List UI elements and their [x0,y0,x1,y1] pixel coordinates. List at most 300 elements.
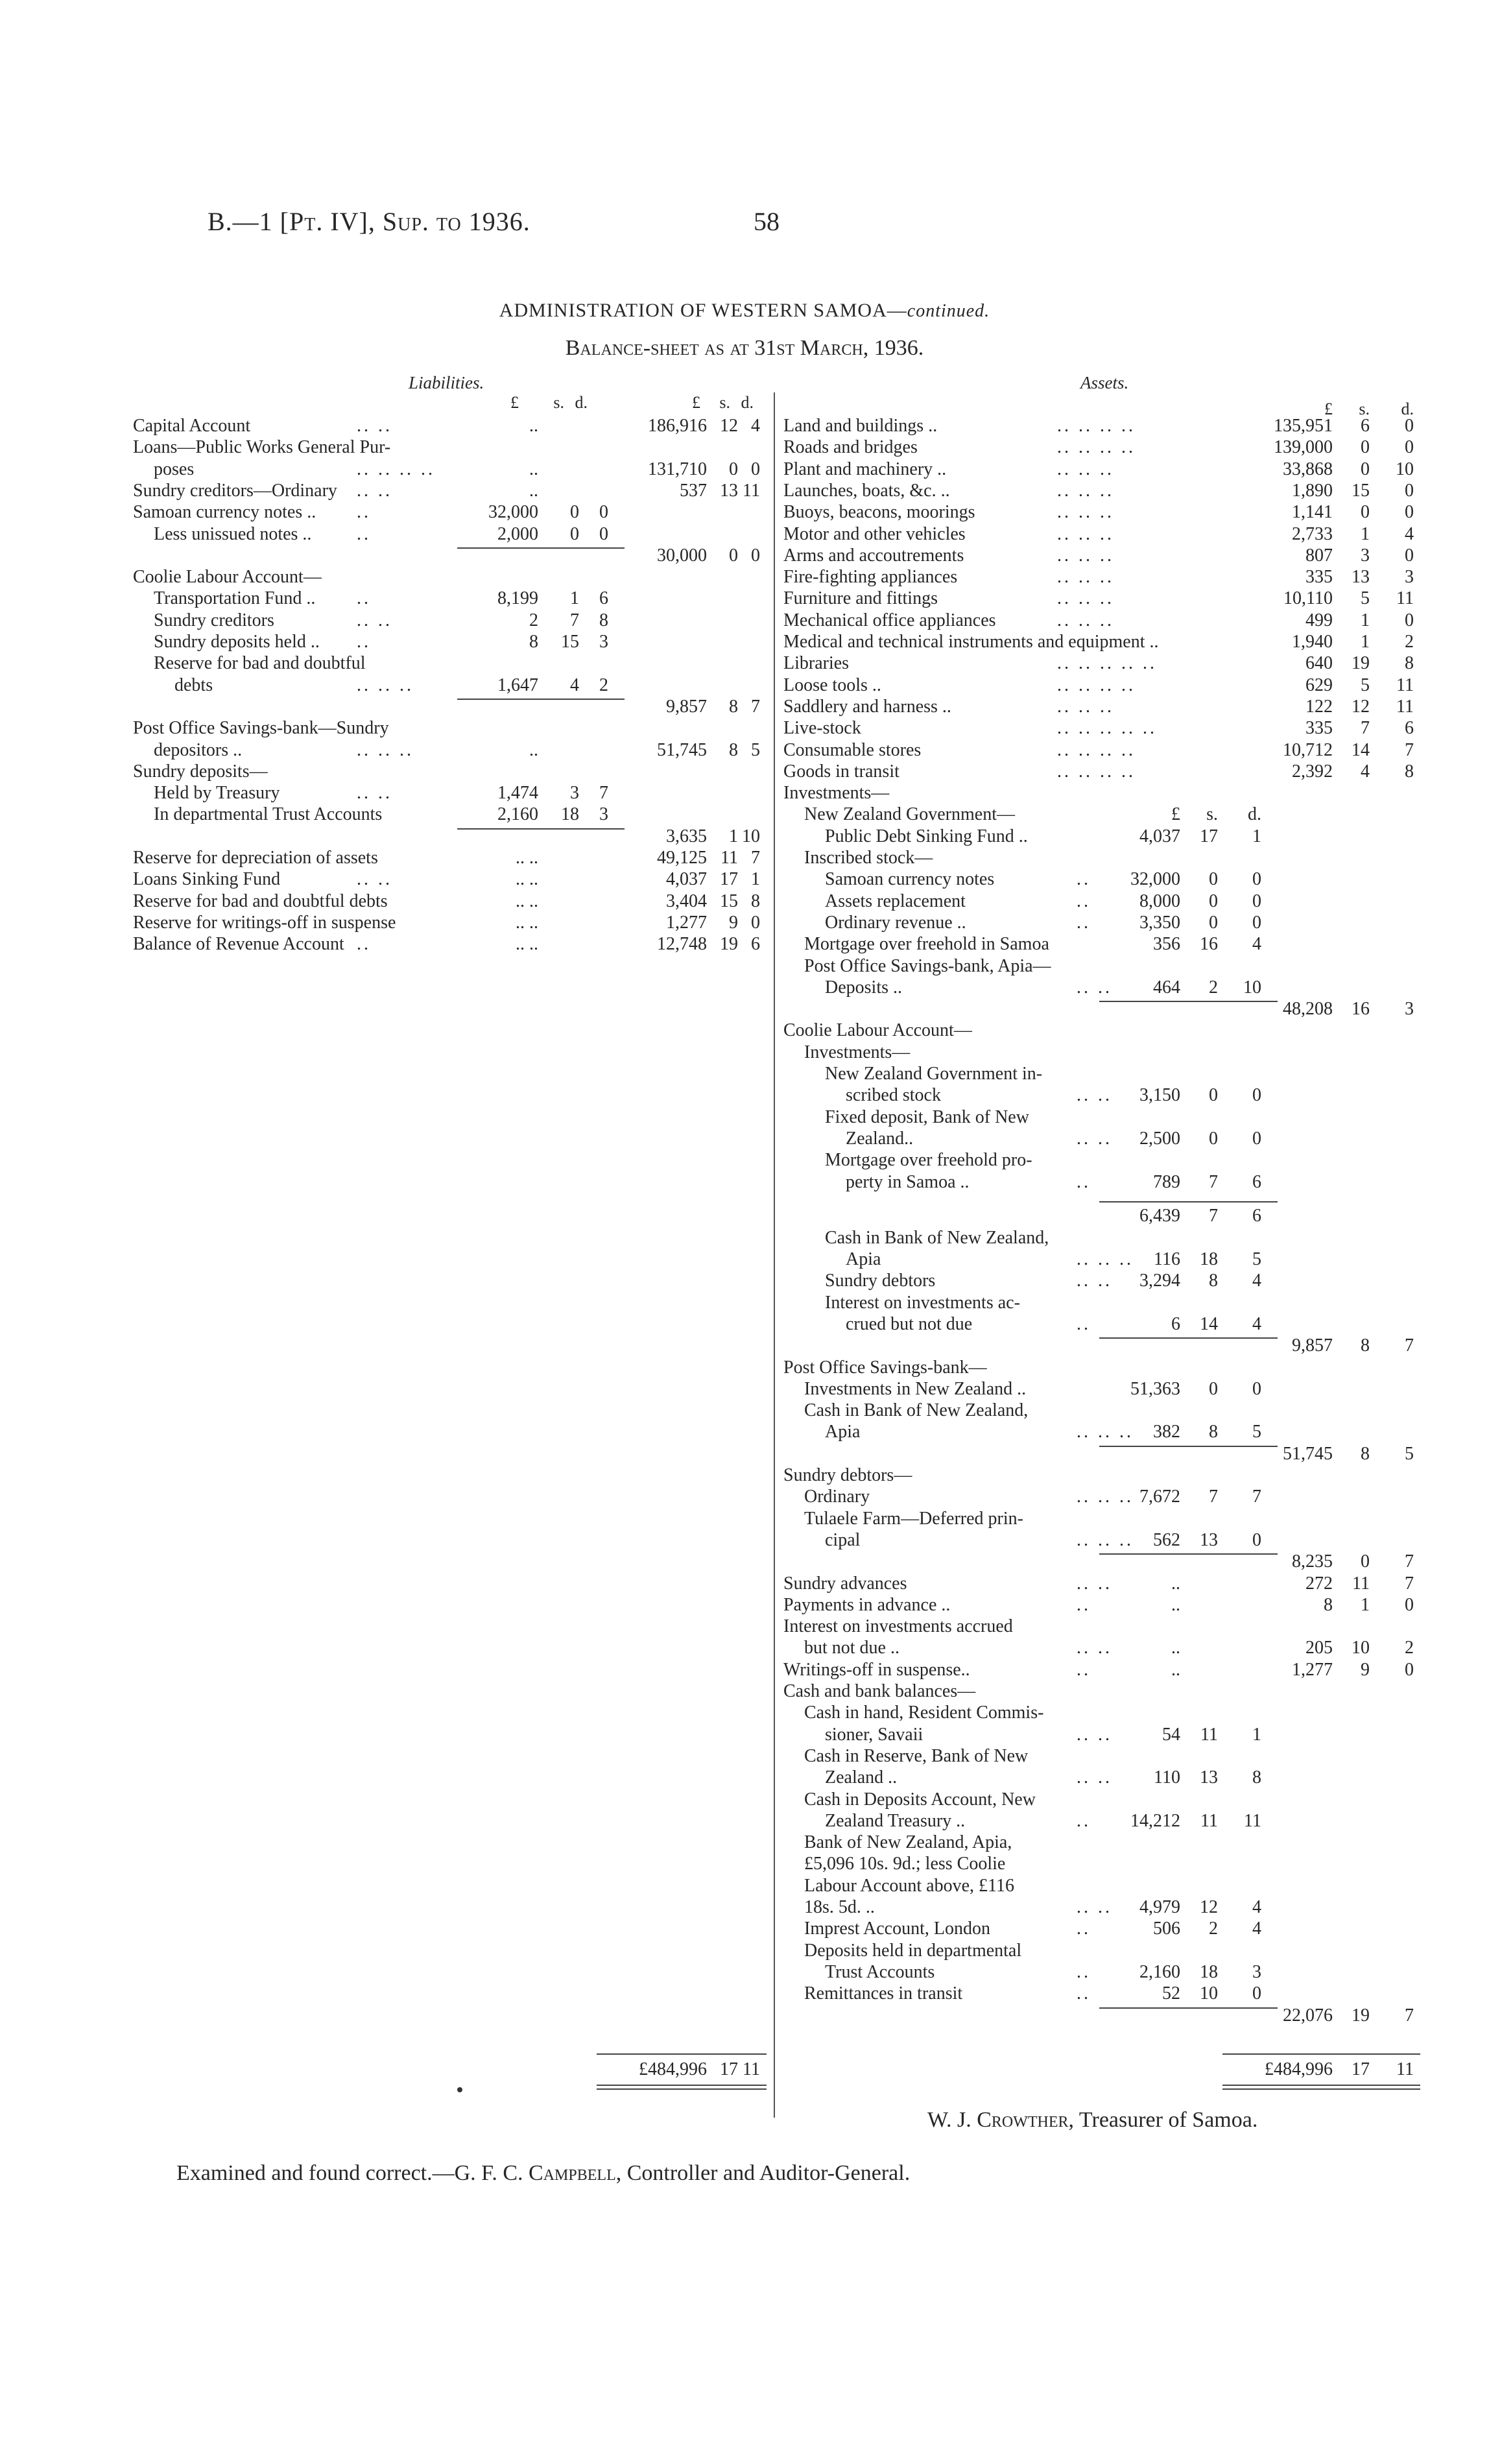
currency-symbol: d. [741,393,754,412]
liabilities-row-label: In departmental Trust Accounts [154,804,383,825]
assets-row-outer-amount: 2,392 [1292,761,1333,782]
liabilities-row-label: Coolie Labour Account— [133,567,322,588]
liabilities-row-label: Capital Account [133,416,251,436]
liabilities-row-inner-amount: 1,647 [497,675,538,695]
liabilities-row-outer-amount: 7 [751,696,760,717]
assets-row-label: Motor and other vehicles [783,523,966,544]
total-rule-top [597,2053,767,2055]
liabilities-row-leader-dots: .. [357,632,371,652]
document-title-main: ADMINISTRATION OF WESTERN SAMOA— [499,300,907,321]
assets-row-label: Investments— [783,783,890,804]
assets-row-label: Plant and machinery .. [783,459,947,479]
assets-row-label: Interest on investments accrued [783,1616,1013,1637]
treasurer-signature [927,2108,1257,2133]
assets-row [783,1128,1414,1149]
assets-row-label: Remittances in transit [804,1983,963,2004]
assets-row [783,1745,1414,1767]
assets-row [783,1637,1414,1658]
liabilities-row-outer-amount: 17 [720,869,738,890]
assets-row-inner-amount: .. [1171,1659,1180,1680]
assets-row-inner-amount: 0 [1252,912,1261,933]
assets-row [783,977,1414,998]
assets-row-outer-amount: 0 [1405,437,1414,458]
liabilities-row-outer-amount: 7 [751,848,760,868]
assets-row-inner-amount: 7 [1209,1206,1218,1226]
liabilities-row-inner-amount: 0 [599,523,608,544]
assets-row-outer-amount: 3 [1405,999,1414,1020]
liabilities-row [133,523,760,545]
assets-row [783,610,1414,631]
assets-row-label: Medical and technical instruments and equipment .. [783,632,1159,652]
assets-row-outer-amount: 9 [1361,1659,1370,1680]
assets-row-outer-amount: 0 [1361,502,1370,523]
assets-row-outer-amount: 10 [1396,459,1414,479]
assets-row-inner-amount: 0 [1252,1378,1261,1399]
assets-row-outer-amount: 10,712 [1283,739,1333,760]
liabilities-row-outer-amount: 13 [720,480,738,501]
assets-row-label: Sundry debtors— [783,1465,912,1486]
assets-row [783,1106,1414,1128]
assets-row-label: crued but not due [846,1313,973,1334]
currency-symbol: d. [1401,400,1414,418]
assets-row-outer-amount: 0 [1361,437,1370,458]
column-divider [774,392,775,2118]
assets-row-label: Furniture and fittings [783,588,938,609]
assets-row [783,523,1414,545]
liabilities-row-inner-amount: .. .. [516,912,538,933]
assets-row-outer-amount: 2,733 [1292,523,1333,544]
assets-row [783,1149,1414,1171]
assets-row-outer-amount: 16 [1352,999,1370,1020]
subtotal-rule [1099,1446,1278,1447]
assets-row [783,588,1414,609]
liabilities-row [133,804,760,825]
document-title-suffix: continued. [907,301,990,321]
assets-row [783,1292,1414,1313]
assets-row-leader-dots: .. .. [1077,977,1112,998]
assets-row-inner-amount: 13 [1200,1767,1218,1788]
assets-row-inner-amount: 4 [1252,1897,1261,1918]
assets-row-outer-amount: 11 [1352,1573,1370,1594]
assets-row-label: Saddlery and harness .. [783,696,951,717]
assets-row-leader-dots: .. .. [1077,1897,1112,1918]
assets-row-label: Cash and bank balances— [783,1681,976,1702]
assets-row-inner-amount: 0 [1209,1085,1218,1106]
assets-row-leader-dots: .. [1077,1659,1091,1680]
assets-row-leader-dots: .. .. .. [1057,610,1114,630]
liabilities-row [133,652,760,674]
assets-row-outer-amount: 8 [1361,1335,1370,1356]
liabilities-row-outer-amount: 51,745 [657,739,707,760]
liabilities-row-outer-amount: 8 [729,739,738,760]
assets-row-inner-amount: 10 [1200,1983,1218,2004]
assets-row-outer-amount: 8 [1324,1594,1333,1615]
liabilities-row [133,868,760,890]
currency-symbol: s. [553,393,564,412]
assets-row [783,761,1414,782]
assets-row-inner-amount: 8 [1209,1271,1218,1291]
liabilities-row-label: Reserve for bad and doubtful debts [133,891,388,911]
assets-row [783,1335,1414,1356]
assets-row-label: Apia [825,1422,861,1442]
assets-row [783,652,1414,674]
assets-row-outer-amount: 135,951 [1274,416,1333,436]
liabilities-row-label: Sundry deposits held .. [154,632,320,652]
liabilities-row-leader-dots: .. .. .. [357,675,414,695]
assets-row-leader-dots: .. .. [1077,1085,1112,1106]
assets-row-inner-amount: 6 [1171,1313,1180,1334]
assets-row-outer-amount: 640 [1305,653,1333,674]
assets-row-outer-amount: 335 [1305,718,1333,739]
assets-row-outer-amount: 10 [1352,1638,1370,1658]
liabilities-row-inner-amount: 1 [570,588,579,609]
assets-row-outer-amount: 8 [1405,761,1414,782]
assets-row-inner-amount: 7,672 [1139,1487,1180,1507]
assets-row [783,545,1414,566]
auditor-role: Controller and Auditor-General. [626,2161,911,2185]
liabilities-row-inner-amount: .. .. [516,869,538,890]
assets-row-inner-amount: 0 [1209,869,1218,890]
assets-row [783,998,1414,1020]
subtotal-rule [1099,1553,1278,1555]
subtotal-rule [1099,1201,1278,1202]
assets-row-outer-amount: 2 [1405,632,1414,652]
assets-row-inner-amount: 6 [1252,1171,1261,1192]
liabilities-row-outer-amount: 11 [721,848,738,868]
liabilities-row-leader-dots: .. [357,588,371,609]
assets-row-outer-amount: 19 [1352,653,1370,674]
currency-symbol: £ [510,393,519,412]
total-rule-bottom [1222,2085,1420,2090]
assets-row-label: Interest on investments ac- [825,1292,1020,1313]
assets-row-label: but not due .. [804,1638,899,1658]
assets-row-label: Loose tools .. [783,675,881,695]
assets-row-outer-amount: 0 [1405,480,1414,501]
assets-row [783,1724,1414,1745]
liabilities-row-inner-amount: 18 [561,804,579,825]
assets-row [783,1789,1414,1810]
subtotal-rule [457,828,625,830]
liabilities-row-outer-amount: 537 [680,480,707,501]
assets-row-leader-dots: .. .. .. .. [1057,437,1136,458]
assets-row-label: Live-stock [783,718,861,739]
assets-row-label: Cash in Bank of New Zealand, [825,1227,1049,1248]
assets-row-outer-amount: 1,141 [1292,502,1333,523]
assets-row-outer-amount: 15 [1352,480,1370,501]
assets-row-outer-amount: 205 [1305,1638,1333,1658]
assets-row-label: Investments— [804,1042,911,1062]
assets-row [783,1616,1414,1637]
assets-row-leader-dots: .. .. .. [1077,1422,1134,1442]
liabilities-row-label: Post Office Savings-bank—Sundry [133,718,389,739]
assets-row-inner-amount: 11 [1200,1724,1218,1745]
assets-row [783,1940,1414,1961]
assets-row-inner-amount: 0 [1252,869,1261,890]
liabilities-row-inner-amount: 15 [561,632,579,652]
assets-row-leader-dots: .. .. .. [1077,1249,1134,1270]
assets-row-label: Writings-off in suspense.. [783,1659,970,1680]
assets-row-inner-amount: 4,979 [1139,1897,1180,1918]
liabilities-row-outer-amount: 0 [729,459,738,479]
page-number: 58 [754,207,780,236]
liabilities-row-leader-dots: .. .. [357,869,392,890]
audit-certificate [176,2161,910,2186]
assets-row [783,1249,1414,1270]
assets-row-inner-amount: 464 [1153,977,1180,998]
liabilities-row-label: Loans Sinking Fund [133,869,281,890]
liabilities-row-outer-amount: 6 [751,934,760,955]
assets-row-inner-amount: 116 [1154,1249,1180,1270]
assets-row-outer-amount: 12 [1352,696,1370,717]
assets-row-leader-dots: .. .. [1077,1724,1112,1745]
assets-row-outer-amount: 19 [1352,2005,1370,2026]
assets-row-label: Deposits held in departmental [804,1940,1022,1961]
assets-row-leader-dots: .. [1077,891,1091,911]
assets-row [783,1767,1414,1788]
liabilities-row-label: Less unissued notes .. [154,523,312,544]
assets-row-outer-amount: 6 [1405,718,1414,739]
assets-row [783,933,1414,955]
assets-row [783,868,1414,890]
assets-row-inner-amount: 3,350 [1139,912,1180,933]
liabilities-row-label: Reserve for bad and doubtful [154,653,366,674]
assets-row-leader-dots: .. .. .. .. [1057,416,1136,436]
liabilities-row [133,912,760,933]
assets-row-outer-amount: 1 [1361,1594,1370,1615]
assets-row-label: Mechanical office appliances [783,610,996,630]
liabilities-row-outer-amount: 8 [729,696,738,717]
assets-row-inner-amount: 17 [1200,826,1218,846]
assets-row [783,1313,1414,1335]
assets-row-outer-amount: 13 [1352,567,1370,588]
liabilities-row-outer-amount: 1 [751,869,760,890]
auditor-name: G. F. C. Campbell, [454,2161,622,2185]
assets-row-outer-amount: 1,277 [1292,1659,1333,1680]
assets-row-inner-amount: 0 [1209,891,1218,911]
assets-row-outer-amount: 11 [1396,588,1414,609]
liabilities-total: 11 [743,2059,760,2079]
assets-row [783,415,1414,437]
liabilities-row [133,782,760,804]
liabilities-row-inner-amount: .. .. [516,848,538,868]
liabilities-row-inner-amount: .. [529,459,538,479]
liabilities-title: Liabilities. [409,373,484,392]
assets-row-inner-amount: 52 [1162,1983,1180,2004]
assets-row [783,1573,1414,1594]
page-header [0,206,1489,245]
document-title [0,300,1489,322]
assets-row-outer-amount: 139,000 [1274,437,1333,458]
assets-row-inner-amount: 2 [1209,1919,1218,1939]
assets-row [783,1063,1414,1084]
liabilities-row-inner-amount: 8 [529,632,538,652]
assets-row-label: Fixed deposit, Bank of New [825,1106,1029,1127]
liabilities-row-leader-dots: .. .. [357,783,392,804]
liabilities-row [133,480,760,501]
assets-row [783,675,1414,696]
liabilities-row-label: Held by Treasury [154,783,280,804]
liabilities-row-outer-amount: 12,748 [657,934,707,955]
liabilities-row [133,717,760,739]
assets-row-label: Launches, boats, &c. .. [783,480,950,501]
assets-row-outer-amount: 7 [1361,718,1370,739]
assets-row-outer-amount: 4 [1405,523,1414,544]
assets-row-inner-amount: 11 [1244,1810,1261,1831]
assets-row-label: Payments in advance .. [783,1594,951,1615]
assets-row-inner-amount: 13 [1200,1529,1218,1550]
assets-row [783,1702,1414,1723]
assets-row-outer-amount: 335 [1305,567,1333,588]
assets-row-outer-amount: 7 [1405,739,1414,760]
assets-row-label: Zealand Treasury .. [825,1810,966,1831]
liabilities-row [133,739,760,761]
liabilities-row-inner-amount: .. [529,480,538,501]
page-header-reference: B.—1 [Pt. IV], Sup. to 1936. [208,207,530,236]
assets-row-label: 18s. 5d. .. [804,1897,875,1918]
assets-row-inner-amount: 0 [1209,1128,1218,1149]
liabilities-row-outer-amount: 0 [751,912,760,933]
liabilities-row-leader-dots: .. .. [357,610,392,630]
assets-row [783,1594,1414,1616]
assets-row-label: Mortgage over freehold pro- [825,1150,1032,1171]
audit-prefix: Examined and found correct.— [176,2161,455,2185]
liabilities-row-leader-dots: .. [357,502,371,523]
assets-row-inner-amount: 32,000 [1130,869,1180,890]
assets-row-outer-amount: 7 [1405,1573,1414,1594]
assets-row-leader-dots: .. .. [1077,1638,1112,1658]
liabilities-row-outer-amount: 1,277 [666,912,707,933]
liabilities-row-label: Sundry deposits— [133,761,268,782]
liabilities-row-inner-amount: 7 [570,610,579,630]
assets-row-inner-amount: 5 [1252,1422,1261,1442]
assets-row-leader-dots: .. .. .. [1057,480,1114,501]
assets-row-outer-amount: 4 [1361,761,1370,782]
assets-row-outer-amount: 5 [1361,588,1370,609]
assets-row-inner-amount: 18 [1200,1249,1218,1270]
assets-row-label: Samoan currency notes [825,869,995,890]
assets-row-outer-amount: 0 [1361,1551,1370,1572]
liabilities-row-outer-amount: 0 [729,545,738,566]
liabilities-row-outer-amount: 9,857 [666,696,707,717]
assets-row-label: Zealand.. [846,1128,914,1149]
assets-total: £484,996 [1265,2059,1333,2079]
assets-row-leader-dots: .. .. [1077,1767,1112,1788]
assets-row-label: New Zealand Government— [804,804,1015,825]
assets-row-label: Public Debt Sinking Fund .. [825,826,1028,846]
subtotal-rule [1099,2007,1278,2009]
liabilities-row-label: Transportation Fund .. [154,588,316,609]
assets-row-outer-amount: 1 [1361,632,1370,652]
assets-row-inner-amount: 51,363 [1130,1378,1180,1399]
print-speck [457,2087,462,2092]
liabilities-row-inner-amount: 32,000 [488,502,538,523]
assets-row-outer-amount: 0 [1405,610,1414,630]
liabilities-row-label: Samoan currency notes .. [133,502,316,523]
liabilities-row-inner-amount: 3 [599,632,608,652]
assets-row [783,1961,1414,1983]
assets-row-label: Trust Accounts [825,1961,935,1982]
assets-row-inner-amount: 110 [1154,1767,1180,1788]
assets-row-inner-amount: 8,000 [1139,891,1180,911]
assets-row-label: Arms and accoutrements [783,545,964,566]
assets-row-label: Mortgage over freehold in Samoa [804,934,1049,955]
assets-row-label: New Zealand Government in- [825,1064,1043,1084]
assets-row-label: Inscribed stock— [804,848,933,868]
assets-row-label: Zealand .. [825,1767,898,1788]
assets-row [783,1810,1414,1832]
liabilities-row-inner-amount: 3 [570,783,579,804]
assets-row-leader-dots: .. [1077,1810,1091,1831]
liabilities-row-inner-amount: 2,160 [497,804,538,825]
assets-row [783,1853,1414,1874]
assets-row-inner-amount: 2,160 [1139,1961,1180,1982]
assets-row [783,696,1414,717]
assets-row [783,1681,1414,1702]
assets-row-leader-dots: .. [1077,1961,1091,1982]
assets-row-outer-amount: 8,235 [1292,1551,1333,1572]
assets-row-outer-amount: 8 [1361,1443,1370,1464]
assets-row-leader-dots: .. .. .. .. [1057,761,1136,782]
assets-row [783,1529,1414,1551]
assets-row-label: Roads and bridges [783,437,918,458]
assets-row [783,912,1414,933]
liabilities-row-inner-amount: .. [529,739,538,760]
assets-row-label: Sundry debtors [825,1271,936,1291]
liabilities-row-outer-amount: 4 [751,416,760,436]
liabilities-row [133,631,760,652]
assets-row-inner-amount: 6 [1252,1206,1261,1226]
assets-row-label: Cash in hand, Resident Commis- [804,1703,1044,1723]
assets-row-outer-amount: 8 [1405,653,1414,674]
assets-row-label: sioner, Savaii [825,1724,923,1745]
assets-row-inner-amount: .. [1171,1594,1180,1615]
assets-row [783,1896,1414,1918]
assets-row-label: Cash in Bank of New Zealand, [804,1400,1029,1421]
assets-row-inner-amount: .. [1171,1638,1180,1658]
liabilities-row-outer-amount: 1 [729,826,738,846]
assets-row-inner-amount: 0 [1252,1983,1261,2004]
liabilities-row-label: poses [154,459,195,479]
assets-row [783,1171,1414,1193]
treasurer-name: W. J. Crowther, [927,2108,1075,2132]
assets-row-label: Buoys, beacons, moorings [783,502,975,523]
assets-row-leader-dots: .. .. [1077,1128,1112,1149]
assets-row-leader-dots: .. .. .. [1077,1487,1134,1507]
assets-row-leader-dots: .. .. .. [1057,567,1114,588]
assets-row-inner-amount: 3 [1252,1961,1261,1982]
assets-row-inner-amount: s. [1206,804,1218,825]
liabilities-row-leader-dots: .. .. .. .. [357,459,435,479]
liabilities-row-outer-amount: 15 [720,891,738,911]
assets-row-label: £5,096 10s. 9d.; less Coolie [804,1854,1006,1874]
assets-row [783,1832,1414,1853]
assets-row [783,480,1414,501]
liabilities-row-inner-amount: 4 [570,675,579,695]
assets-row-leader-dots: .. .. .. [1077,1529,1134,1550]
liabilities-row [133,933,760,955]
assets-row-outer-amount: 0 [1405,416,1414,436]
assets-row-inner-amount: 0 [1209,912,1218,933]
assets-row-inner-amount: 789 [1153,1171,1180,1192]
assets-row-outer-amount: 499 [1305,610,1333,630]
assets-row-inner-amount: 506 [1153,1919,1180,1939]
assets-row-outer-amount: 5 [1405,1443,1414,1464]
liabilities-row-inner-amount: 1,474 [497,783,538,804]
assets-row-inner-amount: 6,439 [1139,1206,1180,1226]
assets-row-leader-dots: .. .. .. [1057,696,1114,717]
assets-row [783,955,1414,977]
liabilities-row-inner-amount: .. [529,416,538,436]
